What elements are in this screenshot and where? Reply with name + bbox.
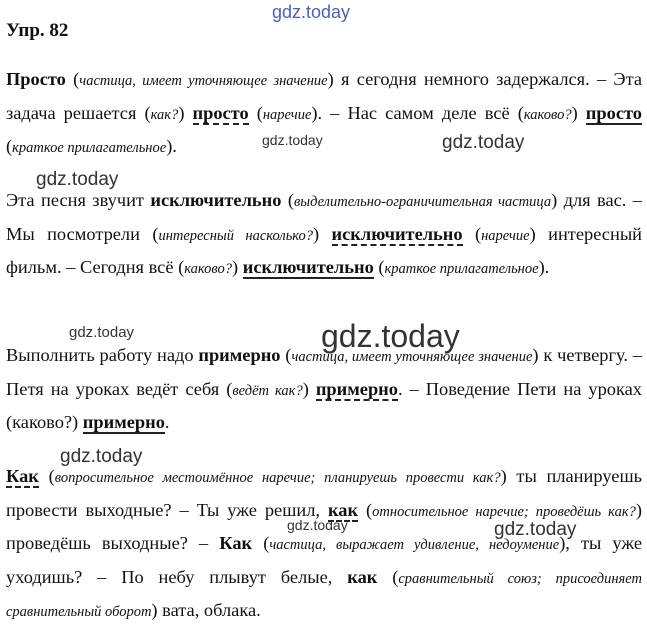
- word-kak-2: как: [327, 499, 359, 520]
- word-prosto-1: Просто: [6, 69, 66, 89]
- watermark: gdz.today: [60, 446, 143, 467]
- paragraph-primerno: Выполнить работу надо примерно (частица, имеет уточняющее значение) к четвергу. – Петя на уроках ведёт себя (ведёт как?) примерно. – Поведение Пети на уроках (каково?) примерно.: [6, 345, 642, 432]
- word-kak-4: как: [347, 566, 378, 587]
- word-kak-3: Как: [219, 533, 253, 553]
- word-prosto-3: просто: [585, 102, 642, 123]
- word-isklyuchitelno-3: исключительно: [242, 257, 374, 277]
- word-prosto-2: просто: [192, 102, 249, 123]
- watermark: gdz.today: [494, 519, 577, 540]
- exercise-title: Упр. 82: [6, 20, 69, 41]
- watermark: gdz.today: [442, 132, 525, 153]
- watermark-top: gdz.today: [272, 2, 351, 22]
- watermark: gdz.today: [69, 324, 135, 341]
- paragraph-prosto: Просто (частица, имеет уточняющее значение) я сегодня немного задержался. – Эта задача решается (как?) просто (наречие). – Нас самом деле всё (каково?) просто (краткое прилагательное).: [6, 69, 642, 156]
- watermark: gdz.today: [262, 132, 323, 148]
- word-isklyuchitelno-1: исключительно: [150, 190, 282, 210]
- word-isklyuchitelno-2: исключительно: [331, 223, 463, 244]
- watermark: gdz.today: [36, 169, 119, 190]
- word-primerno-1: примерно: [198, 345, 281, 365]
- word-primerno-3: примерно: [82, 412, 165, 432]
- note: частица, имеет уточняющее значение: [79, 73, 328, 89]
- watermark: gdz.today: [321, 318, 460, 354]
- paragraph-kak: Как (вопросительное местоимённое наречие; планируешь провести как?) ты планируешь провести выходные? – Ты уже решил, как (относительное наречие; проведёшь как?) проведёшь выходные? – Как (частица, выражает удивление, недоумение), ты уже уходишь? – По небу плывут белые, как (сравнительный союз; присоединяет сравнительный оборот) вата, облака.: [6, 466, 642, 620]
- paragraph-isklyuchitelno: Эта песня звучит исключительно (выделительно-ограничительная частица) для вас. – Мы посмотрели (интересный насколько?) исключительно (наречие) интересный фильм. – Сегодня всё (каково?) исключительно (краткое прилагательное).: [6, 190, 643, 277]
- word-primerno-2: примерно: [315, 378, 398, 399]
- watermark: gdz.today: [287, 517, 348, 533]
- word-kak-1: Как: [6, 466, 39, 486]
